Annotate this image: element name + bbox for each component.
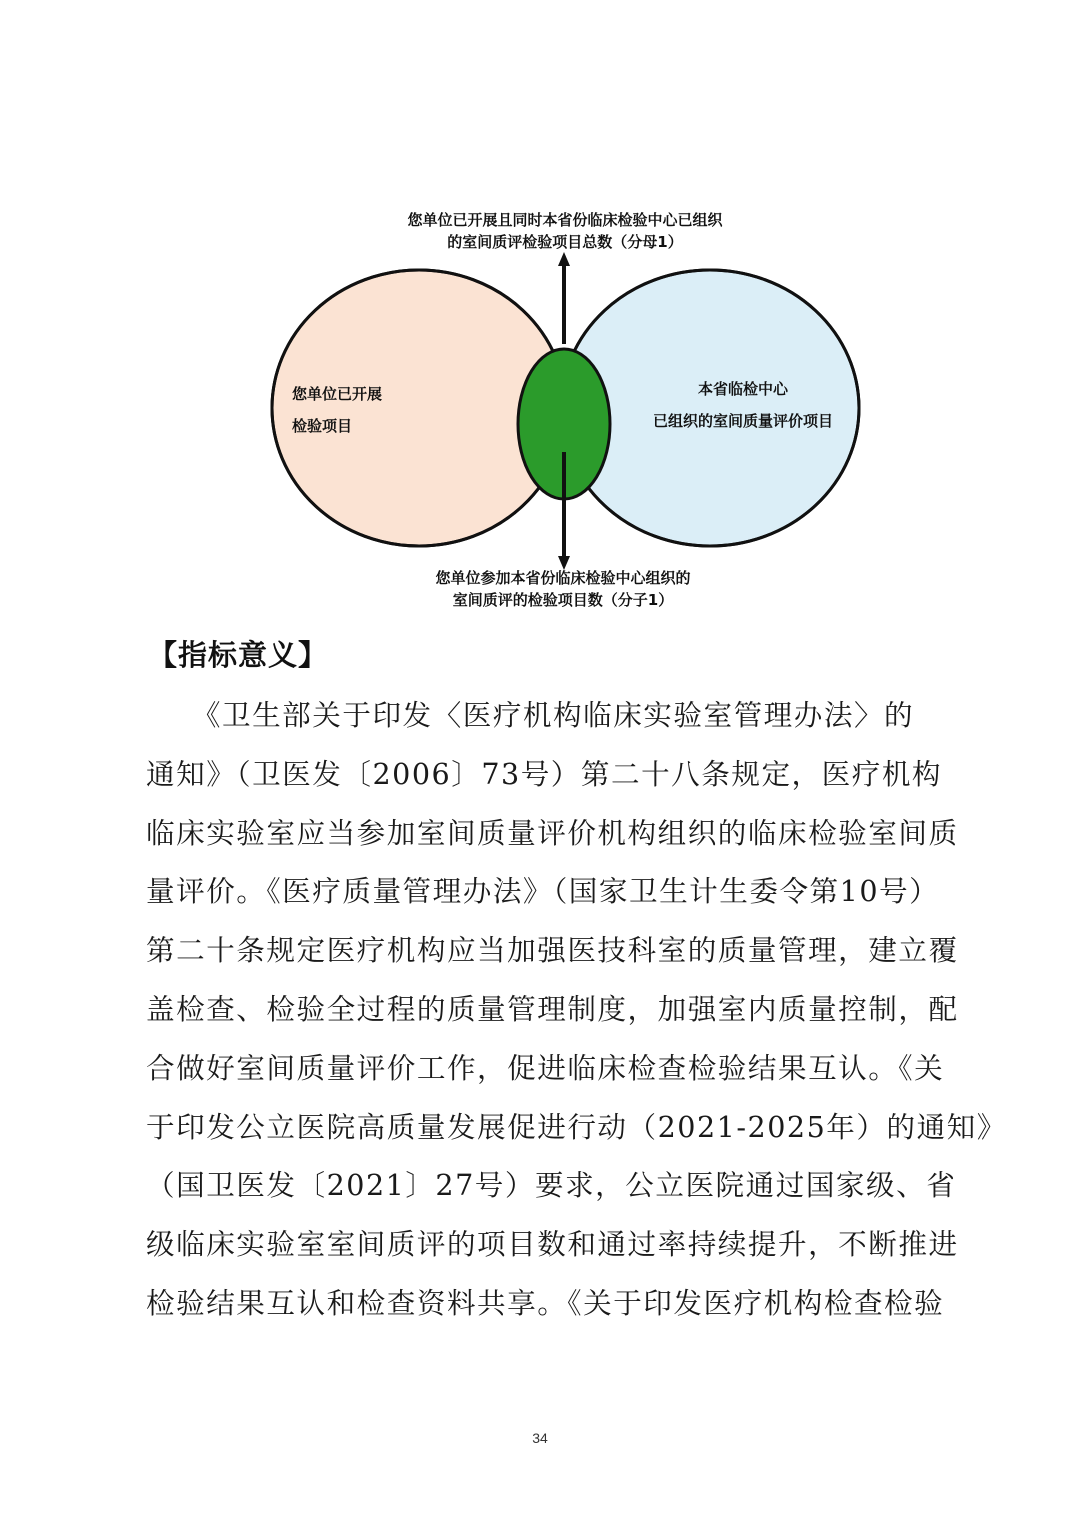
body-line: 级临床实验室室间质评的项目数和通过率持续提升，不断推进	[146, 1227, 959, 1262]
right-circle-label-line2: 已组织的室间质量评价项目	[652, 412, 834, 430]
numerator-label-line1: 您单位参加本省份临床检验中心组织的	[435, 569, 691, 587]
denominator-label-line2: 的室间质评检验项目总数（分母1）	[447, 233, 683, 251]
denominator-label-line1: 您单位已开展且同时本省份临床检验中心已组织	[407, 211, 723, 229]
venn-diagram	[0, 0, 1080, 640]
body-line: （国卫医发〔2021〕27号）要求，公立医院通过国家级、省	[146, 1168, 957, 1203]
body-line: 于印发公立医院高质量发展促进行动（2021-2025年）的通知》	[146, 1109, 1007, 1144]
body-line: 量评价。《医疗质量管理办法》（国家卫生计生委令第10号）	[146, 874, 940, 909]
section-body	[146, 686, 1007, 1333]
venn-diagram-graphic	[0, 0, 1080, 640]
arrow-up-head	[558, 252, 570, 266]
body-line: 《卫生部关于印发〈医疗机构临床实验室管理办法〉的	[146, 698, 915, 732]
denominator-label	[407, 209, 722, 253]
body-line: 第二十条规定医疗机构应当加强医技科室的质量管理，建立覆	[146, 933, 959, 968]
left-circle-label-line2: 检验项目	[292, 417, 353, 435]
body-line: 通知》（卫医发〔2006〕73号）第二十八条规定，医疗机构	[146, 756, 943, 791]
right-circle-label	[653, 373, 833, 437]
numerator-label-line2: 室间质评的检验项目数（分子1）	[452, 591, 674, 609]
body-line: 盖检查、检验全过程的质量管理制度，加强室内质量控制，配	[146, 991, 959, 1026]
page-number: 34	[532, 1430, 548, 1446]
left-circle-label	[292, 378, 382, 442]
body-line: 检验结果互认和检查资料共享。《关于印发医疗机构检查检验	[146, 1285, 945, 1320]
section-heading: 【指标意义】	[148, 638, 329, 672]
body-line: 合做好室间质量评价工作，促进临床检查检验结果互认。《关	[146, 1050, 945, 1085]
body-line: 临床实验室应当参加室间质量评价机构组织的临床检验室间质	[146, 815, 959, 850]
right-circle-label-line1: 本省临检中心	[697, 380, 789, 398]
numerator-label	[435, 567, 690, 611]
left-circle-label-line1: 您单位已开展	[292, 385, 383, 403]
